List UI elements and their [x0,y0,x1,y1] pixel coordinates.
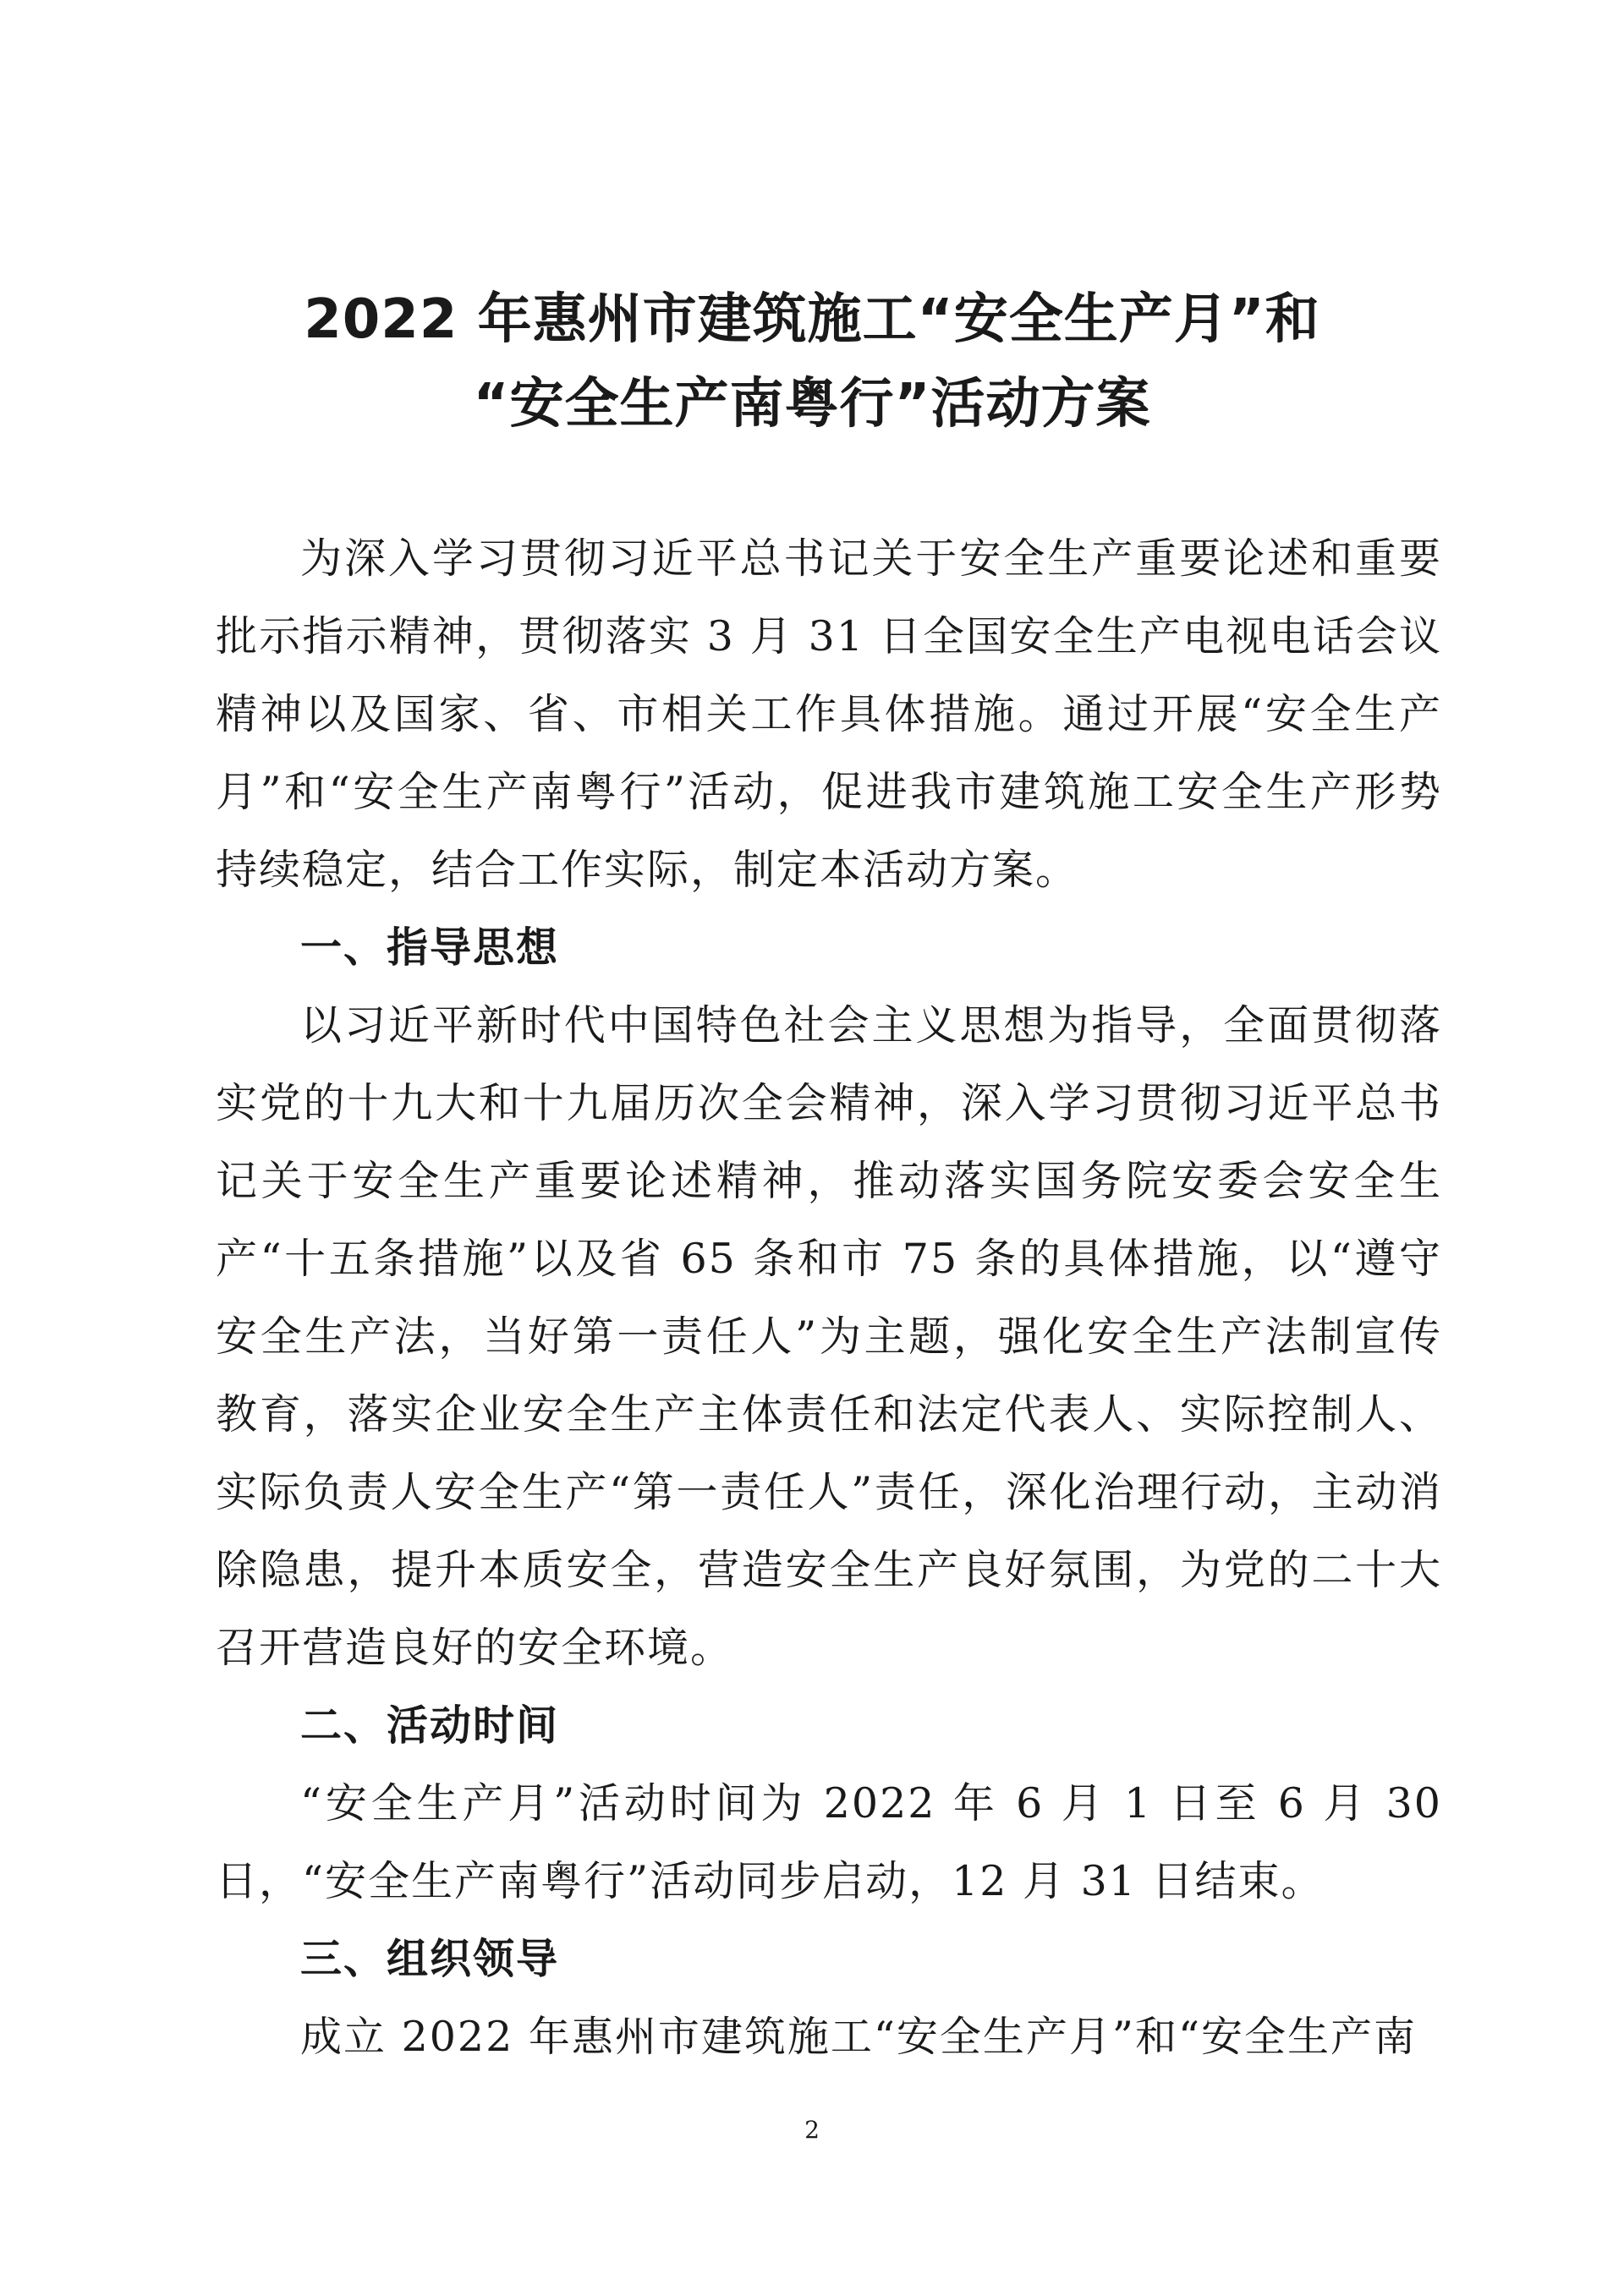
document-body [216,520,1442,2076]
section-text-activity-time: “安全生产月”活动时间为 2022 年 6 月 1 日至 6 月 30 日，“安全生产南粤行”活动同步启动，12 月 31 日结束。 [216,1779,1442,1905]
document-title-line1: 2022 年惠州市建筑施工“安全生产月”和 [304,288,1320,351]
document-title-line2: “安全生产南粤行”活动方案 [473,373,1151,436]
intro-paragraph: 为深入学习贯彻习近平总书记关于安全生产重要论述和重要批示指示精神，贯彻落实 3 月 31 日全国安全生产电视电话会议精神以及国家、省、市相关工作具体措施。通过开展“安全生产月”和“安全生产南粤行”活动，促进我市建筑施工安全生产形势持续稳定，结合工作实际，制定本活动方案。 [216,534,1442,894]
section-text-organization: 成立 2022 年惠州市建筑施工“安全生产月”和“安全生产南 [300,2013,1418,2061]
section-heading-guiding-ideology: 一、指导思想 [300,923,560,972]
section-heading-organization: 三、组织领导 [300,1935,560,1983]
section-heading-activity-time: 二、活动时间 [300,1701,560,1750]
section-text-guiding-ideology: 以习近平新时代中国特色社会主义思想为指导，全面贯彻落实党的十九大和十九届历次全会精神，深入学习贯彻习近平总书记关于安全生产重要论述精神，推动落实国务院安委会安全生产“十五条措施”以及省 65 条和市 75 条的具体措施，以“遵守安全生产法，当好第一责任人”为主题，强化安全生产法制宣传教育，落实企业安全生产主体责任和法定代表人、实际控制人、实际负责人安全生产“第一责任人”责任，深化治理行动，主动消除隐患，提升本质安全，营造安全生产良好氛围，为党的二十大召开营造良好的安全环境。 [216,1001,1442,1672]
page-number: 2 [804,2116,820,2144]
